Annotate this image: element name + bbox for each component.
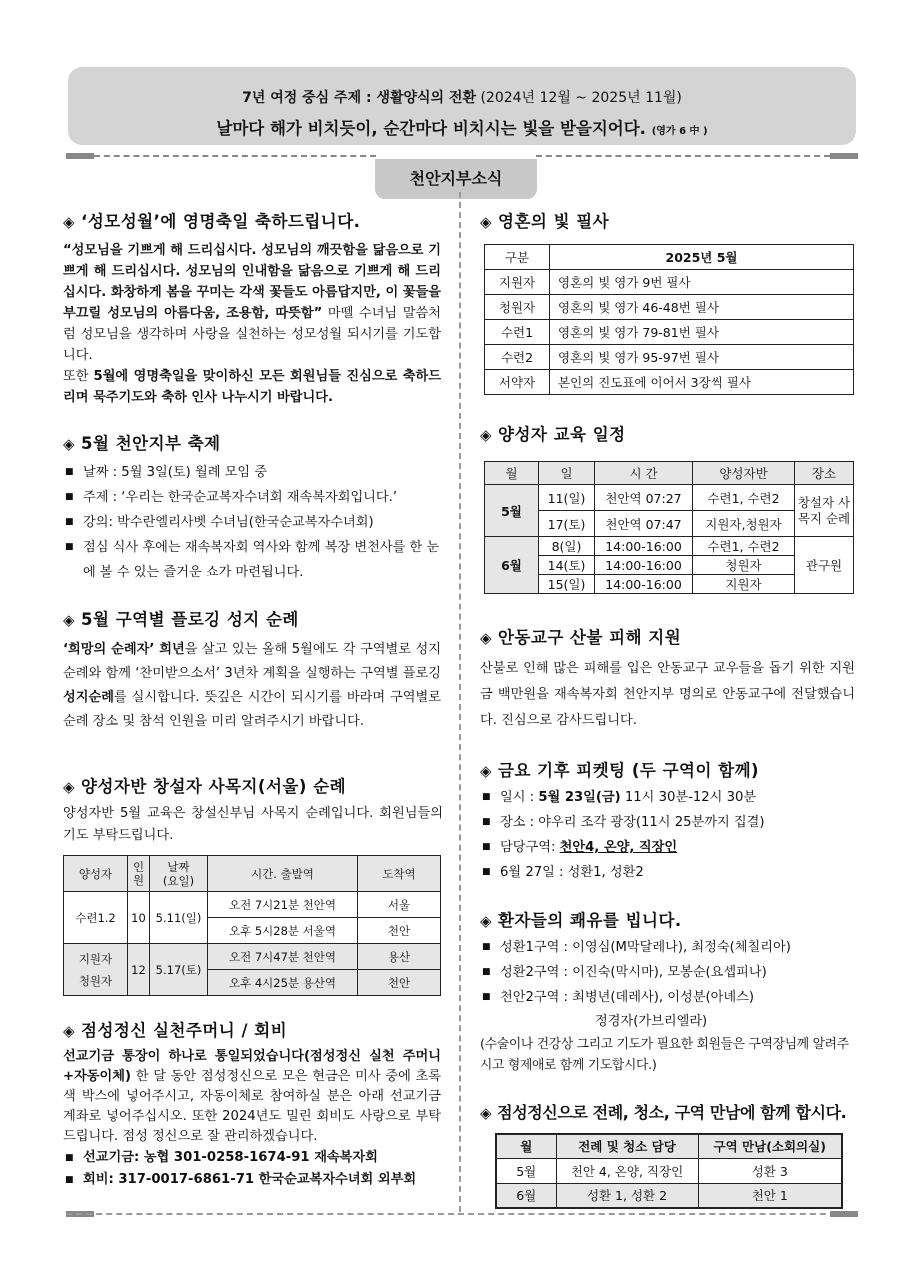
founder-text: 양성자반 5월 교육은 창설신부님 사목지 순례입니다. 회원님들의 기도 부탁드립니다. [63, 806, 443, 843]
section-title: ◈ 안동교구 산불 피해 지원 [480, 628, 682, 647]
patients-list [480, 935, 860, 1010]
diamond-icon: ◈ [63, 213, 76, 231]
table-row: 17(토) 천안역 07:47 지원자,청원자 [485, 511, 854, 537]
list-item: ■ 성환2구역 : 이진숙(막시마), 모봉순(요셉피나) [480, 960, 860, 985]
table-row: 수련2 영혼의 빛 영가 95-97번 필사 [485, 345, 854, 370]
section-title: ◈ 5월 구역별 플로깅 성지 순례 [63, 610, 299, 629]
table-row: 서약자 본인의 진도표에 이어서 3장씩 필사 [485, 370, 854, 395]
list-item: ■ 날짜 : 5월 3일(토) 월례 모임 중 [63, 460, 441, 485]
table-header: 전례 및 청소 담당 [556, 1134, 698, 1158]
table-row: 수련1 영혼의 빛 영가 79-81번 필사 [485, 320, 854, 345]
diamond-icon: ◈ [480, 1104, 492, 1122]
list-item: ■ 일시 : 5월 23일(금) 11시 30분-12시 30분 [480, 785, 855, 810]
diamond-icon: ◈ [480, 912, 493, 930]
bottom-divider [66, 1213, 856, 1215]
header-banner [68, 67, 856, 145]
table-header: 시간. 출발역 [208, 856, 358, 892]
table-row: 지원자 영혼의 빛 영가 9번 필사 [485, 270, 854, 295]
diamond-icon: ◈ [63, 611, 76, 629]
divider-cap [66, 153, 94, 159]
table-row: 지원자 청원자 12 5.17(토) 오전 7시47분 천안역 용산 [64, 944, 441, 970]
list-item: ■ 장소 : 야우리 조각 광장(11시 25분까지 집결) [480, 810, 855, 835]
table-header: 2025년 5월 [550, 245, 854, 270]
transcription-section [480, 208, 855, 395]
table-header: 도착역 [358, 856, 441, 892]
divider-cap [830, 153, 858, 159]
table-row: 6월 성환 1, 성환 2 천안 1 [496, 1183, 842, 1208]
diamond-icon: ◈ [480, 762, 493, 780]
banner-motto: 날마다 해가 비치듯이, 순간마다 비치시는 빛을 받을지어다. (영가 6 中 ) [216, 119, 708, 138]
list-item: ■ 성환1구역 : 이영심(M막달레나), 최정숙(체칠리아) [480, 935, 860, 960]
list-item: ■ 강의: 박수란엘리사벳 수녀님(한국순교복자수녀회) [63, 510, 441, 535]
diamond-icon: ◈ [480, 213, 493, 231]
diamond-icon: ◈ [480, 629, 493, 647]
diamond-icon: ◈ [63, 435, 76, 453]
patients-section [480, 907, 860, 1076]
table-row: 5월 천안 4, 온양, 직장인 성환 3 [496, 1158, 842, 1183]
table-row: 14(토) 14:00-16:00 청원자 [485, 556, 854, 575]
table-header: 장소 [795, 462, 854, 485]
climate-picketing-section [480, 757, 855, 885]
founder-schedule-table [63, 855, 441, 996]
duty-section [480, 1100, 880, 1209]
list-item: ■ 주제 : ‘우리는 한국순교복자수녀회 재속복자회입니다.’ [63, 485, 441, 510]
table-header: 양성자반 [693, 462, 795, 485]
marian-month-section [63, 208, 441, 408]
list-item: ■ 담당구역: 천안4, 온양, 직장인 [480, 835, 855, 860]
diamond-icon: ◈ [63, 1022, 76, 1040]
section-title: ◈ 양성자 교육 일정 [480, 425, 626, 444]
wildfire-support-section [480, 624, 855, 734]
pilgrimage-section [63, 606, 441, 734]
list-item: ■ 점심 식사 후에는 재속복자회 역사와 함께 복장 변천사를 한 눈에 볼 수 있는 즐거운 쇼가 마련됩니다. [63, 535, 441, 585]
table-header: 시 간 [595, 462, 693, 485]
section-title: ◈ 환자들의 쾌유를 빕니다. [480, 911, 682, 930]
table-header: 인 원 [128, 856, 150, 892]
education-schedule-table [484, 461, 854, 594]
wildfire-text: 산불로 인해 많은 피해를 입은 안동교구 교우들을 돕기 위한 지원금 백만원을 재속복자회 천안지부 명의로 안동교구에 전달했습니다. 진심으로 감사드립니다. [480, 661, 855, 728]
table-row: 수련1.2 10 5.11(일) 오전 7시21분 천안역 서울 [64, 892, 441, 918]
festival-section [63, 430, 441, 585]
founder-pilgrimage-section [63, 773, 443, 996]
picketing-list [480, 785, 855, 885]
education-schedule-section [480, 421, 855, 594]
table-header: 일 [539, 462, 595, 485]
diamond-icon: ◈ [480, 426, 493, 444]
table-header: 월 [485, 462, 539, 485]
list-item: ■ 선교기금: 농협 301-0258-1674-91 재속복자회 [63, 1147, 441, 1169]
section-title: ◈ 금요 기후 피켓팅 (두 구역이 함께) [480, 761, 760, 780]
list-item: ■ 회비: 317-0017-6861-71 한국순교복자수녀회 외부회 [63, 1169, 441, 1191]
divider-cap [830, 1211, 858, 1217]
table-row: 6월 8(일) 14:00-16:00 수련1, 수련2 관구원 [485, 537, 854, 556]
section-title: ◈ 점성정신으로 전례, 청소, 구역 만남에 함께 합시다. [480, 1103, 847, 1122]
section-title: ◈ ‘성모성월’에 영명축일 축하드립니다. [63, 212, 361, 231]
banner-theme: 7년 여정 중심 주제 : 생활양식의 전환 (2024년 12월 ~ 2025년 11월) [242, 90, 682, 106]
patients-note: (수술이나 건강상 그리고 기도가 필요한 회원들은 구역장님께 알려주시고 형제애로 함께 기도합시다.) [480, 1037, 849, 1073]
column-divider [459, 192, 461, 1212]
marian-text-2: 또한 5월에 영명축일을 맞이하신 모든 회원님들 진심으로 축하드리며 묵주기도와 축하 인사 나누시기 바랍니다. [63, 369, 441, 405]
pilgrimage-text: ‘희망의 순례자’ 희년을 살고 있는 올해 5월에도 각 구역별로 성지 순례와 함께 ‘찬미받으소서’ 3년차 계획을 실행하는 구역별 플로깅 성지순례를 실시합니다. 뜻깊은 시간이 되시기를 바라며 구역별로 순례 장소 및 참석 인원을 미리 알려주시기 바랍니다. [63, 642, 441, 729]
table-row: 15(일) 14:00-16:00 지원자 [485, 575, 854, 594]
section-title: ◈ 양성자반 창설자 사목지(서울) 순례 [63, 777, 347, 796]
section-title: ◈ 5월 천안지부 축제 [63, 434, 221, 453]
section-title: ◈ 영혼의 빛 필사 [480, 212, 610, 231]
table-row: 오후 4시25분 용산역 천안 [64, 970, 441, 996]
divider-line [94, 155, 376, 157]
table-row: 청원자 영혼의 빛 영가 46-48번 필사 [485, 295, 854, 320]
table-header: 월 [496, 1134, 556, 1158]
section-title: ◈ 점성정신 실천주머니 / 회비 [63, 1021, 288, 1040]
list-item: ■ 천안2구역 : 최병년(데레사), 이성분(아녜스) [480, 985, 860, 1010]
festival-list [63, 460, 441, 585]
list-item: ■ 6월 27일 : 성환1, 성환2 [480, 860, 855, 885]
patient-extra: 정경자(가브리엘라) [595, 1014, 708, 1029]
table-row: 5월 11(일) 천안역 07:27 수련1, 수련2 창설자 사목지 순례 [485, 485, 854, 511]
table-header: 양성자 [64, 856, 128, 892]
section-tab: 천안지부소식 [375, 159, 537, 199]
account-list [63, 1147, 441, 1191]
table-header: 날짜 (요일) [150, 856, 208, 892]
offering-text: 선교기금 통장이 하나로 통일되었습니다(점성정신 실천 주머니+자동이체) 한 달 동안 점성정신으로 모은 현금은 미사 중에 초록색 박스에 넣어주시고, 자동이체로 참여하실 분은 아래 선교기금 계좌로 넣어주십시오. 또한 2024년도 밀린 회비도 사랑으로 부탁드립니다. 점성 정신으로 잘 관리하겠습니다. [63, 1049, 441, 1144]
divider-line [536, 155, 830, 157]
table-header: 구역 만남(소회의실) [698, 1134, 842, 1158]
table-row: 오후 5시28분 서울역 천안 [64, 918, 441, 944]
transcription-table [484, 244, 854, 395]
table-header: 구분 [485, 245, 550, 270]
duty-table [495, 1133, 843, 1209]
marian-text: “성모님을 기쁘게 해 드리십시다. 성모님의 깨끗함을 닮음으로 기쁘게 해 드리십시다. 성모님의 인내함을 닮음으로 기쁘게 해 드리십시다. 화창하게 봄을 꾸미는 각색 꽃들도 아름답지만, 이 꽃들을 부끄릴 성모님의 아름다움, 조용함, 따뜻함” 마뗄 수녀님 말씀처럼 성모님을 생각하며 사랑을 실천하는 성모성월 되시기를 기도합니다. [63, 243, 441, 363]
diamond-icon: ◈ [63, 778, 76, 796]
offering-section [63, 1017, 441, 1191]
